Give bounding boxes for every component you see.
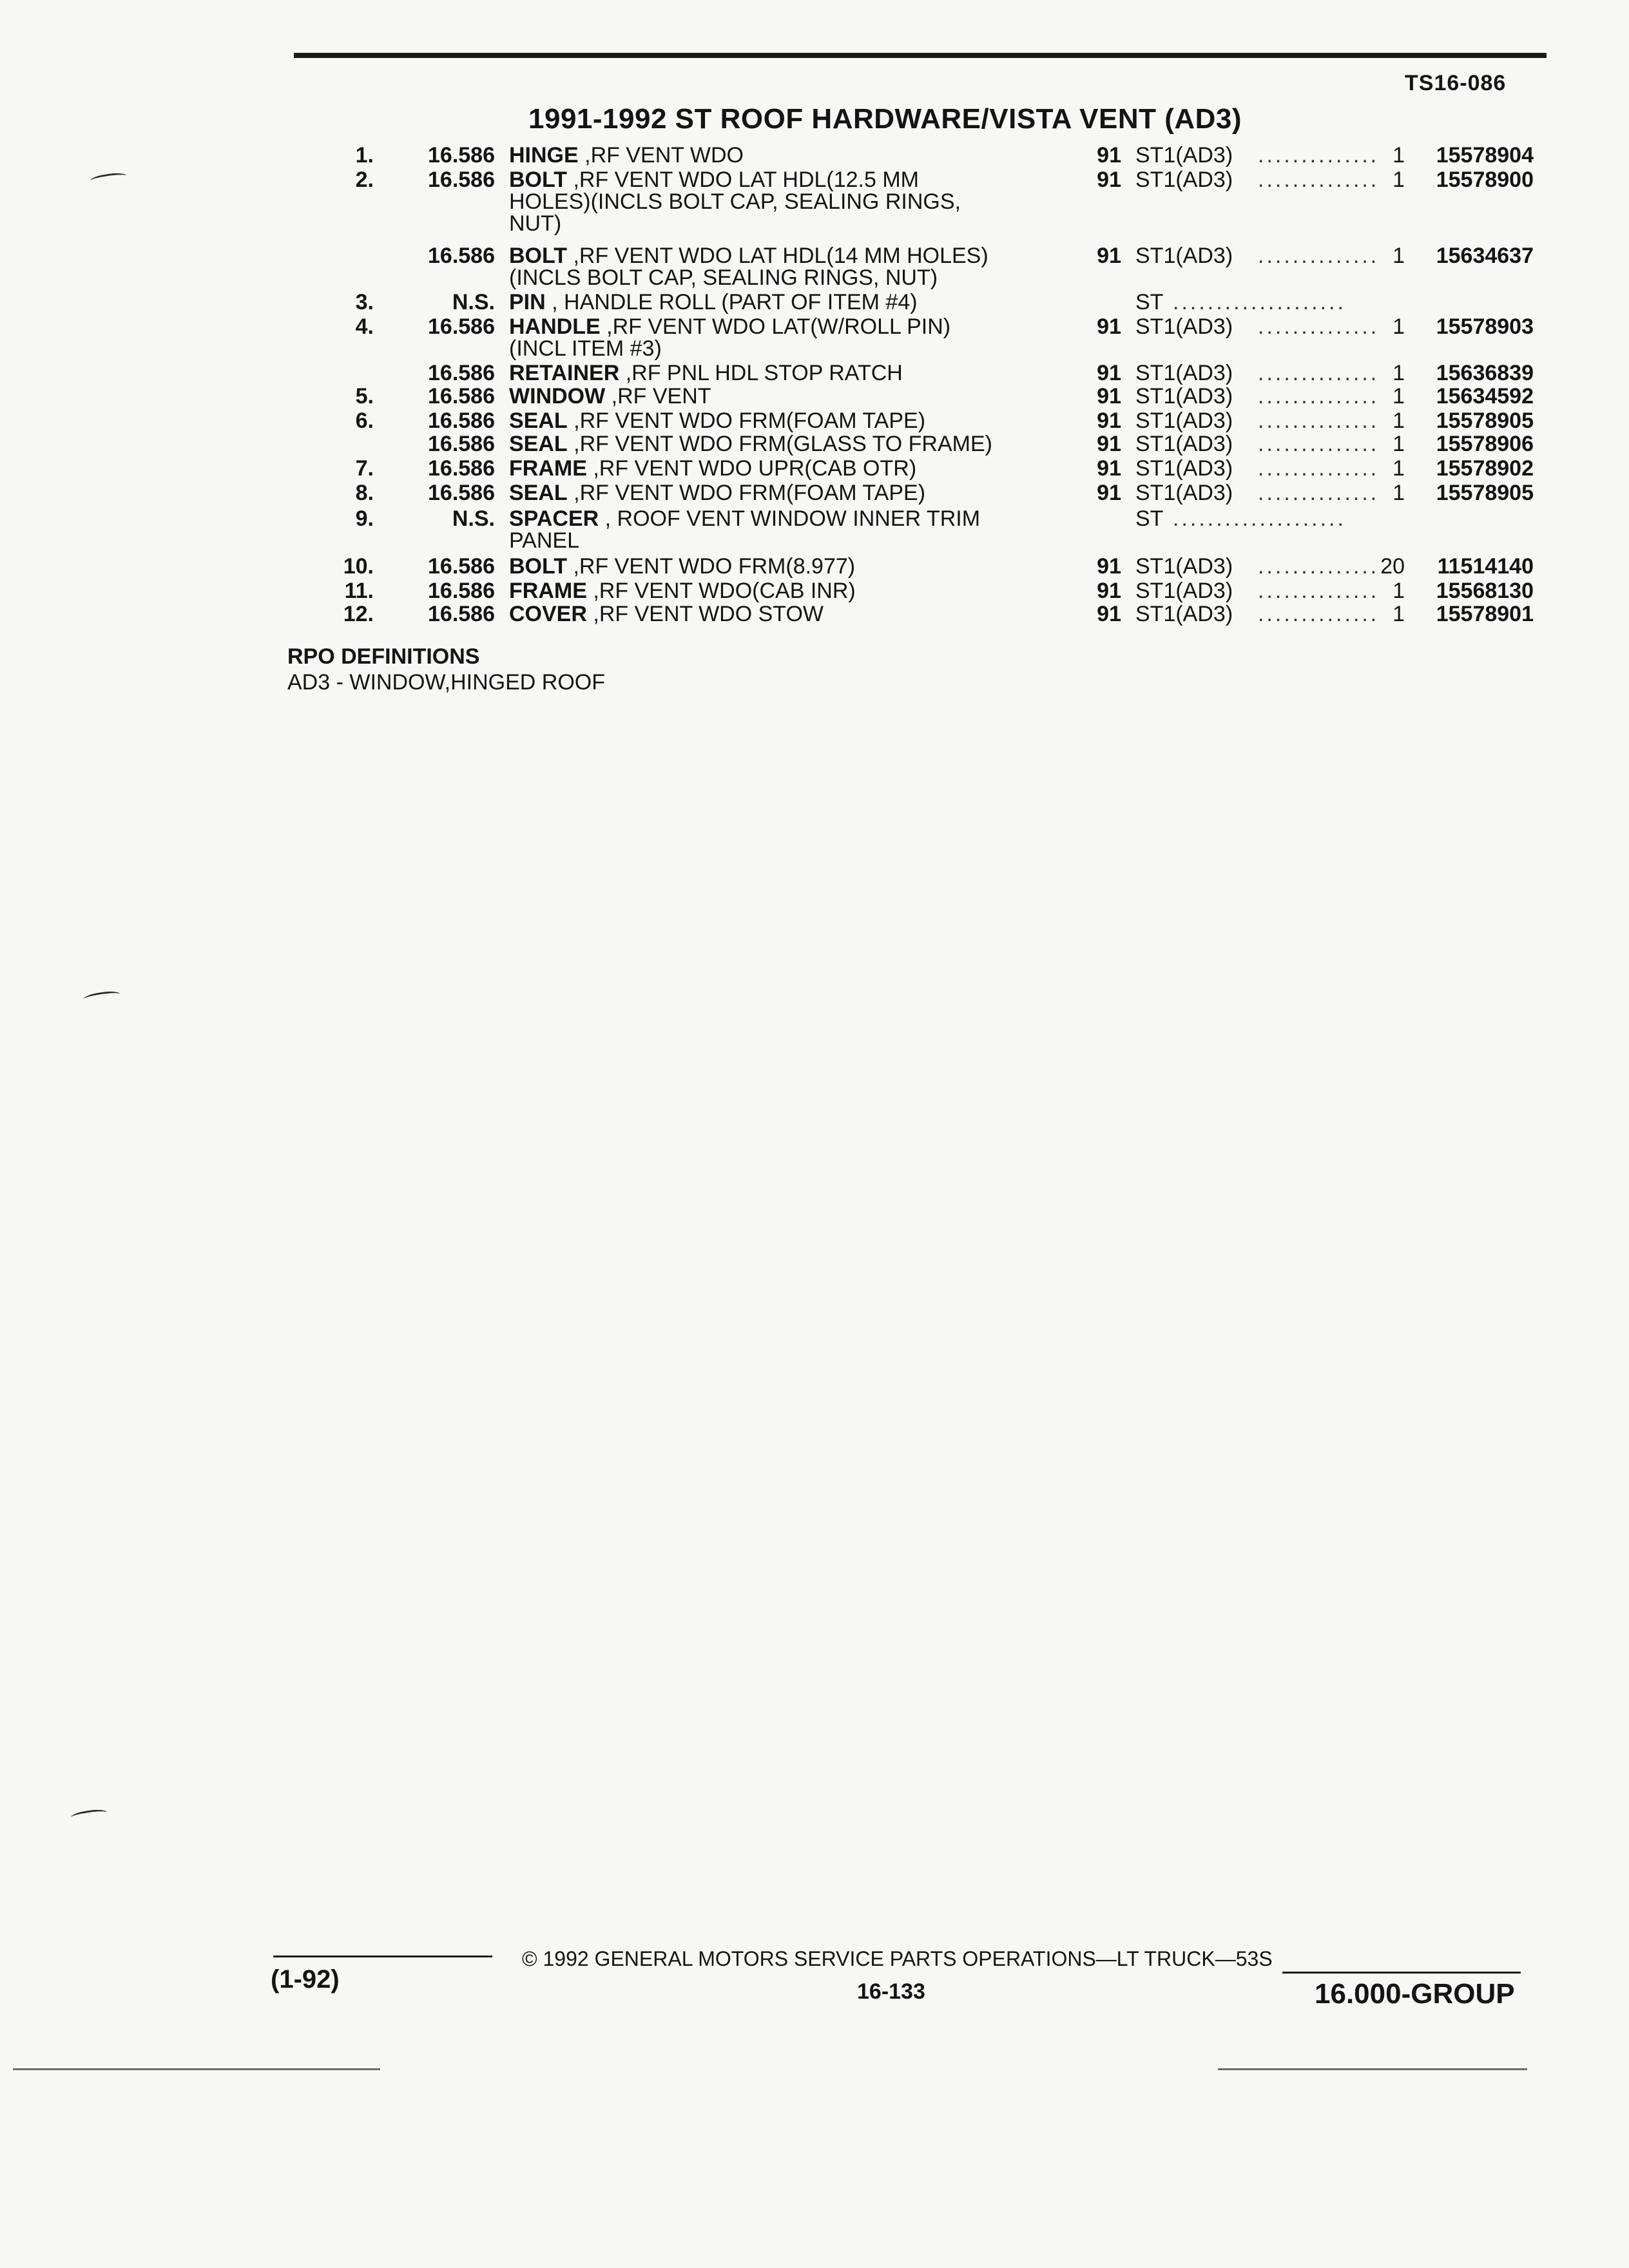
part-name: RETAINER bbox=[509, 361, 620, 385]
part-desc-text: ,RF VENT WDO(CAB INR) bbox=[586, 579, 856, 603]
part-number: 15578905 bbox=[1436, 481, 1534, 505]
group-number: 16.586 bbox=[428, 143, 495, 168]
part-desc-text: ,RF VENT WDO LAT HDL(14 MM HOLES) bbox=[567, 244, 988, 268]
part-desc-text: , ROOF VENT WINDOW INNER TRIM bbox=[599, 506, 981, 531]
model-code: ST1(AD3) bbox=[1135, 432, 1233, 456]
part-number: 15578904 bbox=[1436, 143, 1534, 168]
part-row bbox=[0, 408, 1629, 434]
part-name: COVER bbox=[509, 602, 587, 626]
part-name: BOLT bbox=[509, 554, 568, 579]
item-number: 6. bbox=[355, 408, 374, 433]
part-description bbox=[509, 602, 1037, 626]
group-number: 16.586 bbox=[428, 384, 495, 408]
part-description bbox=[509, 168, 1037, 192]
group-number: 16.586 bbox=[428, 602, 495, 626]
part-desc-text: ,RF VENT WDO FRM(FOAM TAPE) bbox=[567, 481, 926, 505]
item-number: 3. bbox=[355, 290, 374, 314]
part-name: SEAL bbox=[509, 408, 568, 433]
leader-dots: .............. bbox=[1258, 244, 1380, 268]
scan-edge-line bbox=[1218, 2068, 1527, 2070]
part-name: FRAME bbox=[509, 456, 587, 481]
footer-rule-left bbox=[273, 1956, 492, 1957]
footer-copyright: © 1992 GENERAL MOTORS SERVICE PARTS OPERATIONS—LT TRUCK—53S bbox=[522, 1947, 1273, 1970]
quantity: 1 bbox=[1393, 408, 1405, 433]
quantity: 20 bbox=[1380, 554, 1405, 579]
item-number: 8. bbox=[355, 481, 374, 505]
quantity: 1 bbox=[1393, 481, 1405, 505]
part-desc-text: ,RF PNL HDL STOP RATCH bbox=[619, 361, 903, 385]
footer-group: 16.000-GROUP bbox=[1315, 1978, 1515, 2010]
model-code: ST bbox=[1135, 506, 1164, 531]
model-code: ST1(AD3) bbox=[1135, 244, 1233, 268]
part-row bbox=[0, 361, 1629, 387]
leader-dots: .............. bbox=[1258, 143, 1380, 168]
group-number: 16.586 bbox=[428, 244, 495, 268]
year-code: 91 bbox=[1097, 168, 1121, 192]
part-row bbox=[0, 290, 1629, 316]
leader-dots: .............. bbox=[1258, 481, 1380, 505]
part-row bbox=[0, 456, 1629, 482]
leader-dots: .............. bbox=[1258, 432, 1380, 456]
part-description bbox=[509, 408, 1037, 433]
part-number: 15636839 bbox=[1436, 361, 1534, 385]
footer-rule-right bbox=[1282, 1972, 1521, 1974]
part-name: HINGE bbox=[509, 143, 579, 168]
part-description-continued: (INCL ITEM #3) bbox=[509, 336, 662, 361]
item-number: 9. bbox=[355, 506, 374, 531]
part-name: SEAL bbox=[509, 432, 568, 456]
quantity: 1 bbox=[1393, 384, 1405, 408]
year-code: 91 bbox=[1097, 361, 1121, 385]
part-number: 15568130 bbox=[1436, 579, 1534, 603]
year-code: 91 bbox=[1097, 554, 1121, 579]
leader-dots: .............. bbox=[1258, 408, 1380, 433]
quantity: 1 bbox=[1393, 456, 1405, 481]
group-number: 16.586 bbox=[428, 432, 495, 456]
model-code: ST1(AD3) bbox=[1135, 481, 1233, 505]
group-number: 16.586 bbox=[428, 456, 495, 481]
group-number: 16.586 bbox=[428, 554, 495, 579]
part-row bbox=[0, 554, 1629, 580]
model-code: ST1(AD3) bbox=[1135, 361, 1233, 385]
year-code: 91 bbox=[1097, 143, 1121, 168]
model-code: ST1(AD3) bbox=[1135, 554, 1233, 579]
model-code: ST1(AD3) bbox=[1135, 168, 1233, 192]
part-desc-text: ,RF VENT bbox=[605, 384, 711, 408]
year-code: 91 bbox=[1097, 481, 1121, 505]
part-row bbox=[0, 432, 1629, 457]
part-description bbox=[509, 314, 1037, 339]
part-number: 15578903 bbox=[1436, 314, 1534, 339]
leader-dots: .............. bbox=[1258, 384, 1380, 408]
quantity: 1 bbox=[1393, 314, 1405, 339]
part-desc-text: ,RF VENT WDO LAT(W/ROLL PIN) bbox=[600, 314, 951, 339]
year-code: 91 bbox=[1097, 314, 1121, 339]
quantity: 1 bbox=[1393, 143, 1405, 168]
quantity: 1 bbox=[1393, 602, 1405, 626]
part-row bbox=[0, 143, 1629, 169]
footer-edition: (1-92) bbox=[271, 1965, 340, 1994]
part-description bbox=[509, 481, 1037, 505]
year-code: 91 bbox=[1097, 244, 1121, 268]
item-number: 10. bbox=[343, 554, 374, 579]
part-name: WINDOW bbox=[509, 384, 606, 408]
part-number: 15578902 bbox=[1436, 456, 1534, 481]
year-code: 91 bbox=[1097, 408, 1121, 433]
quantity: 1 bbox=[1393, 432, 1405, 456]
part-description bbox=[509, 361, 1037, 385]
part-row bbox=[0, 579, 1629, 604]
part-description bbox=[509, 290, 1037, 314]
part-number: 15634637 bbox=[1436, 244, 1534, 268]
leader-dots: .............. bbox=[1258, 554, 1380, 579]
leader-dots: .............. bbox=[1258, 314, 1380, 339]
item-number: 4. bbox=[355, 314, 374, 339]
part-row bbox=[0, 314, 1629, 340]
part-name: SEAL bbox=[509, 481, 568, 505]
part-number: 15578901 bbox=[1436, 602, 1534, 626]
item-number: 11. bbox=[344, 579, 374, 603]
part-name: SPACER bbox=[509, 506, 599, 531]
part-name: FRAME bbox=[509, 579, 587, 603]
year-code: 91 bbox=[1097, 602, 1121, 626]
group-number: 16.586 bbox=[428, 408, 495, 433]
part-number: 15578906 bbox=[1436, 432, 1534, 456]
part-name: HANDLE bbox=[509, 314, 601, 339]
part-description bbox=[509, 384, 1037, 408]
rpo-definition: AD3 - WINDOW,HINGED ROOF bbox=[287, 670, 605, 695]
part-row bbox=[0, 384, 1629, 410]
part-description bbox=[509, 244, 1037, 268]
group-number: 16.586 bbox=[428, 361, 495, 385]
group-number: 16.586 bbox=[428, 579, 495, 603]
leader-dots: .............. bbox=[1258, 456, 1380, 481]
leader-dots: .................... bbox=[1173, 290, 1346, 314]
part-description bbox=[509, 579, 1037, 603]
part-description-continued: (INCLS BOLT CAP, SEALING RINGS, NUT) bbox=[509, 265, 938, 290]
group-number: 16.586 bbox=[428, 481, 495, 505]
part-number: 15578900 bbox=[1436, 168, 1534, 192]
leader-dots: .............. bbox=[1258, 579, 1380, 603]
part-desc-text: ,RF VENT WDO UPR(CAB OTR) bbox=[586, 456, 917, 481]
part-name: BOLT bbox=[509, 244, 568, 268]
year-code: 91 bbox=[1097, 579, 1121, 603]
leader-dots: .............. bbox=[1258, 168, 1380, 192]
model-code: ST1(AD3) bbox=[1135, 602, 1233, 626]
part-description bbox=[509, 432, 1037, 456]
model-code: ST1(AD3) bbox=[1135, 408, 1233, 433]
item-number: 2. bbox=[355, 168, 374, 192]
rpo-heading: RPO DEFINITIONS bbox=[287, 644, 480, 669]
model-code: ST1(AD3) bbox=[1135, 143, 1233, 168]
leader-dots: .............. bbox=[1258, 361, 1380, 385]
quantity: 1 bbox=[1393, 168, 1405, 192]
item-number: 1. bbox=[355, 143, 374, 168]
year-code: 91 bbox=[1097, 384, 1121, 408]
part-desc-text: ,RF VENT WDO STOW bbox=[586, 602, 824, 626]
scan-edge-line bbox=[13, 2068, 380, 2070]
part-description-continued: PANEL bbox=[509, 528, 579, 553]
model-code: ST1(AD3) bbox=[1135, 456, 1233, 481]
part-name: PIN bbox=[509, 290, 546, 314]
model-code: ST bbox=[1135, 290, 1164, 314]
leader-dots: .............. bbox=[1258, 602, 1380, 626]
part-desc-text: ,RF VENT WDO bbox=[578, 143, 744, 168]
part-description bbox=[509, 456, 1037, 481]
quantity: 1 bbox=[1393, 244, 1405, 268]
item-number: 5. bbox=[355, 384, 374, 408]
model-code: ST1(AD3) bbox=[1135, 384, 1233, 408]
group-number: N.S. bbox=[452, 506, 495, 531]
part-description bbox=[509, 506, 1037, 531]
leader-dots: .................... bbox=[1173, 506, 1346, 531]
part-number: 11514140 bbox=[1437, 554, 1534, 579]
footer-page-number: 16-133 bbox=[857, 1979, 925, 2004]
part-description bbox=[509, 143, 1037, 168]
model-code: ST1(AD3) bbox=[1135, 314, 1233, 339]
year-code: 91 bbox=[1097, 456, 1121, 481]
year-code: 91 bbox=[1097, 432, 1121, 456]
quantity: 1 bbox=[1393, 361, 1405, 385]
part-number: 15578905 bbox=[1436, 408, 1534, 433]
item-number: 7. bbox=[355, 456, 374, 481]
item-number: 12. bbox=[343, 602, 374, 626]
part-desc-text: ,RF VENT WDO FRM(GLASS TO FRAME) bbox=[567, 432, 992, 456]
part-row bbox=[0, 602, 1629, 628]
part-desc-text: , HANDLE ROLL (PART OF ITEM #4) bbox=[545, 290, 918, 314]
part-row bbox=[0, 481, 1629, 506]
part-desc-text: ,RF VENT WDO FRM(8.977) bbox=[567, 554, 856, 579]
quantity: 1 bbox=[1393, 579, 1405, 603]
group-number: 16.586 bbox=[428, 168, 495, 192]
part-description bbox=[509, 554, 1037, 579]
part-desc-text: ,RF VENT WDO FRM(FOAM TAPE) bbox=[567, 408, 926, 433]
model-code: ST1(AD3) bbox=[1135, 579, 1233, 603]
group-number: N.S. bbox=[452, 290, 495, 314]
part-row bbox=[0, 506, 1629, 532]
part-description-continued: HOLES)(INCLS BOLT CAP, SEALING RINGS, bbox=[509, 189, 961, 214]
part-name: BOLT bbox=[509, 168, 568, 192]
page-title: 1991-1992 ST ROOF HARDWARE/VISTA VENT (AD3) bbox=[528, 103, 1242, 135]
part-number: 15634592 bbox=[1436, 384, 1534, 408]
doc-code: TS16-086 bbox=[1405, 71, 1507, 95]
part-description-continued: NUT) bbox=[509, 211, 562, 236]
part-desc-text: ,RF VENT WDO LAT HDL(12.5 MM bbox=[567, 168, 919, 192]
group-number: 16.586 bbox=[428, 314, 495, 339]
